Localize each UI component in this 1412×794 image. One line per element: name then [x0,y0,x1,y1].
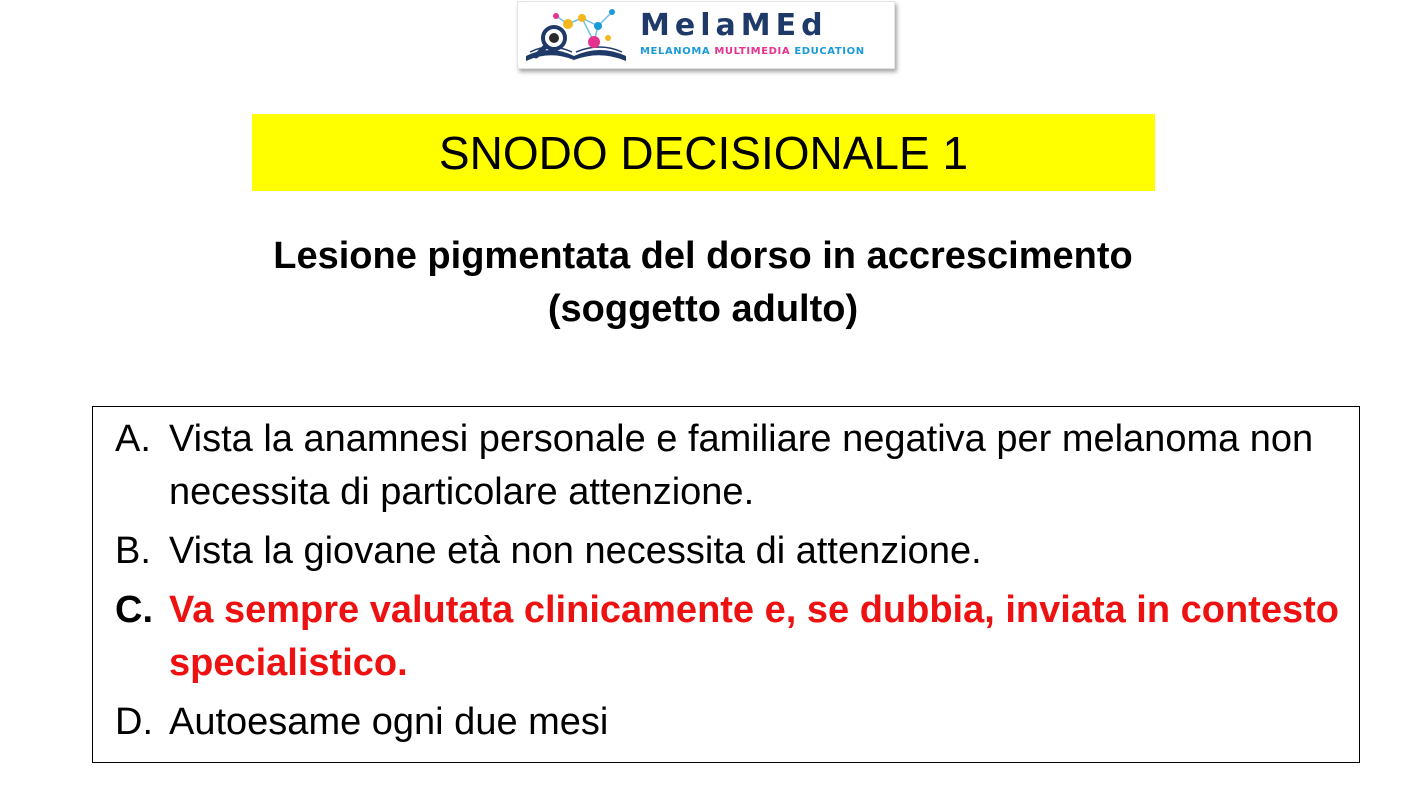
answer-a[interactable] [93,413,1359,519]
answer-text: Autoesame ogni due mesi [169,701,609,743]
answer-d[interactable] [93,696,1359,749]
page-title: SNODO DECISIONALE 1 [438,126,969,179]
question-line-1: Lesione pigmentata del dorso in accrescimento [273,235,1133,277]
answer-letter: C. [115,589,153,631]
logo-name: MelaMEd [640,8,828,43]
question-line-2: (soggetto adulto) [547,288,859,330]
logo-tagline-multimedia: MULTIMEDIA [714,46,795,57]
answer-c-correct[interactable] [93,584,1359,690]
title-banner [252,114,1155,191]
answer-letter: B. [115,530,151,572]
question-heading [100,230,1306,336]
answer-text: Vista la anamnesi personale e familiare negativa per melanoma non necessita di particolare attenzione. [169,418,1314,513]
answer-text: Va sempre valutata clinicamente e, se dubbia, inviata in contesto specialistico. [169,589,1339,684]
melamed-logo [517,1,895,69]
answer-b[interactable] [93,525,1359,578]
answer-letter: A. [115,418,151,460]
answer-letter: D. [115,701,153,743]
magnifier-book-icon [520,4,632,66]
logo-tagline-education: EDUCATION [794,46,865,57]
answers-list [92,406,1360,763]
answer-text: Vista la giovane età non necessita di attenzione. [169,530,982,572]
logo-tagline [640,44,890,60]
logo-tagline-melanoma: MELANOMA [640,46,715,57]
